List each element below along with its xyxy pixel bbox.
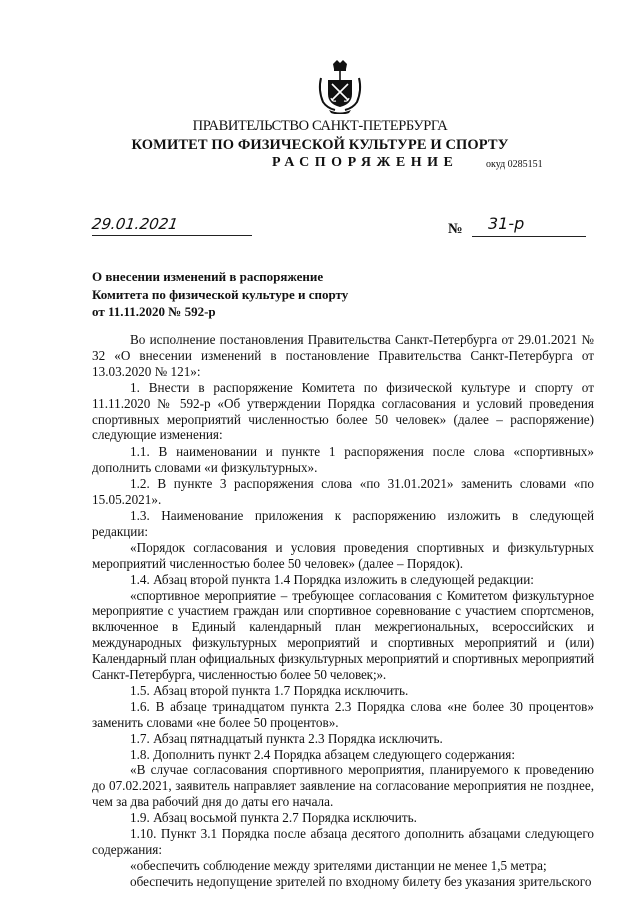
paragraph-item-1-1: 1.1. В наименовании и пункте 1 распоряжения после слова «спортивных» дополнить словами «и физкультурных». <box>92 444 594 476</box>
paragraph-item-1-7: 1.7. Абзац пятнадцатый пункта 2.3 Порядка исключить. <box>130 730 443 746</box>
paragraph-item-1-5: 1.5. Абзац второй пункта 1.7 Порядка исключить. <box>130 682 409 698</box>
paragraph-item-1-10: 1.10. Пункт 3.1 Порядка после абзаца десятого дополнить абзацами следующего содержания: <box>92 826 594 857</box>
saint-petersburg-coat-of-arms-icon <box>315 60 365 114</box>
number-underline <box>472 236 586 237</box>
document-date: 29.01.2021 <box>90 215 180 233</box>
paragraph-quote-1-4: «спортивное мероприятие – требующее согласования с Комитетом физкультурное мероприятие с участием граждан или спортивное соревнование с участием спортсменов, включенное в Единый календарный план межрегиональных, всероссийских и международных физкультурных мероприятий и спортивных мероприятий и (или) Календарный план официальных физкультурных мероприятий и спортивных мероприятий Санкт-Петербурга, численностью более 50 человек;». <box>92 587 594 683</box>
paragraph-item-1: 1. Внести в распоряжение Комитета по физической культуре и спорту от 11.11.2020 № 592-р «Об утверждении Порядка согласования и условий проведения спортивных мероприятий численностью более 50 человек» (далее – распоряжение) следующие изменения: <box>92 379 594 443</box>
paragraph-item-1-8: 1.8. Дополнить пункт 2.4 Порядка абзацем следующего содержания: <box>130 746 515 762</box>
paragraph-item-1-6: 1.6. В абзаце тринадцатом пункта 2.3 Порядка слова «не более 30 процентов» заменить словами «не более 50 процентов». <box>92 698 594 730</box>
title-line: от 11.11.2020 № 592-р <box>92 304 216 319</box>
paragraph-quote-1-3: «Порядок согласования и условия проведения спортивных и физкультурных мероприятий численностью более 50 человек» (далее – Порядок). <box>92 539 594 571</box>
document-number: 31-р <box>488 214 525 233</box>
title-line: Комитета по физической культуре и спорту <box>92 286 349 302</box>
paragraph-preamble: Во исполнение постановления Правительства Санкт-Петербурга от 29.01.2021 № 32 «О внесении изменений в постановление Правительства Санкт-Петербурга от 13.03.2020 № 121»: <box>92 332 594 379</box>
paragraph-quote-1-10-a: «обеспечить соблюдение между зрителями дистанции не менее 1,5 метра; <box>130 857 547 873</box>
government-name: ПРАВИТЕЛЬСТВО САНКТ-ПЕТЕРБУРГА <box>192 118 448 134</box>
document-type: РАСПОРЯЖЕНИЕ <box>272 155 459 170</box>
number-label: № <box>448 221 463 237</box>
committee-name: КОМИТЕТ ПО ФИЗИЧЕСКОЙ КУЛЬТУРЕ И СПОРТУ <box>131 137 509 153</box>
paragraph-item-1-4: 1.4. Абзац второй пункта 1.4 Порядка изложить в следующей редакции: <box>130 571 534 587</box>
date-underline <box>92 235 252 236</box>
okud-code: окуд 0285151 <box>486 159 543 170</box>
paragraph-item-1-9: 1.9. Абзац восьмой пункта 2.7 Порядка исключить. <box>130 810 417 826</box>
paragraph-quote-1-10-b: обеспечить недопущение зрителей по входному билету без указания зрительского <box>130 873 592 889</box>
document-body <box>92 332 594 890</box>
paragraph-quote-1-8: «В случае согласования спортивного мероприятия, планируемого к проведению до 07.02.2021, заявитель направляет заявление на согласование мероприятия не позднее, чем за два рабочий дня до даты его начала. <box>92 762 594 810</box>
paragraph-item-1-3: 1.3. Наименование приложения к распоряжению изложить в следующей редакции: <box>92 507 594 539</box>
title-line: О внесении изменений в распоряжение <box>92 269 324 284</box>
document-title <box>92 268 348 321</box>
paragraph-item-1-2: 1.2. В пункте 3 распоряжения слова «по 31.01.2021» заменить словами «по 15.05.2021». <box>92 476 594 508</box>
